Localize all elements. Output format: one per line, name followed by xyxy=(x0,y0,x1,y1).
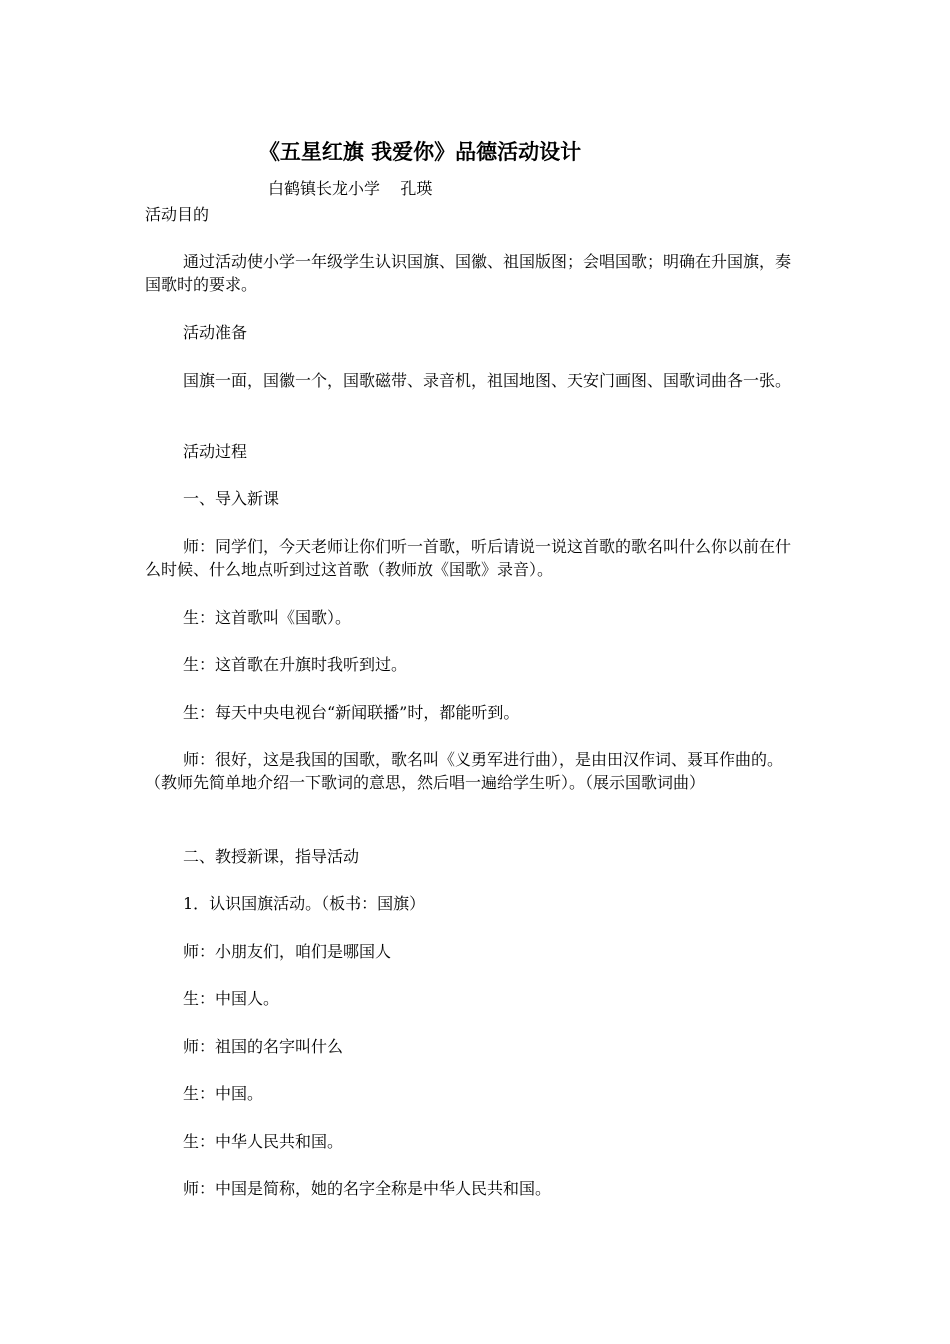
paragraph-student-5: 生：中国。 xyxy=(183,1084,264,1103)
paragraph-teacher-4: 师：祖国的名字叫什么 xyxy=(183,1037,344,1056)
paragraph-student-2: 生：这首歌在升旗时我听到过。 xyxy=(183,655,408,674)
document-title: 《五星红旗 我爱你》品德活动设计 xyxy=(258,139,582,164)
paragraph-teacher-5: 师：中国是简称，她的名字全称是中华人民共和国。 xyxy=(183,1179,552,1198)
author-line: 白鹤镇长龙小学 孔瑛 xyxy=(268,179,433,198)
paragraph-teacher-2: 师：很好，这是我国的国歌，歌名叫《义勇军进行曲），是由田汉作词、聂耳作曲的。（教师先简单地介绍一下歌词的意思，然后唱一遍给学生听）。（展示国歌词曲） xyxy=(145,750,784,792)
paragraph-teacher-3: 师：小朋友们，咱们是哪国人 xyxy=(183,942,392,961)
paragraph-student-3: 生：每天中央电视台“新闻联播”时，都能听到。 xyxy=(183,703,520,722)
paragraph-teacher-1: 师：同学们，今天老师让你们听一首歌，听后请说一说这首歌的歌名叫什么你以前在什么时候、什么地点听到过这首歌（教师放《国歌》录音）。 xyxy=(145,537,792,579)
subheading-intro: 一、导入新课 xyxy=(183,489,280,508)
subheading-teaching: 二、教授新课，指导活动 xyxy=(183,847,360,866)
paragraph-student-1: 生：这首歌叫《国歌）。 xyxy=(183,608,352,627)
paragraph-student-6: 生：中华人民共和国。 xyxy=(183,1132,344,1151)
section-heading-preparation: 活动准备 xyxy=(183,323,248,342)
paragraph-activity-1: 1．认识国旗活动。（板书：国旗） xyxy=(183,894,426,913)
paragraph-student-4: 生：中国人。 xyxy=(183,989,280,1008)
section-heading-process: 活动过程 xyxy=(183,442,248,461)
paragraph-purpose: 通过活动使小学一年级学生认识国旗、国徽、祖国版图；会唱国歌；明确在升国旗，奏国歌时的要求。 xyxy=(145,252,792,294)
paragraph-preparation: 国旗一面，国徽一个，国歌磁带、录音机，祖国地图、天安门画图、国歌词曲各一张。 xyxy=(183,371,792,390)
section-heading-purpose: 活动目的 xyxy=(145,205,210,224)
